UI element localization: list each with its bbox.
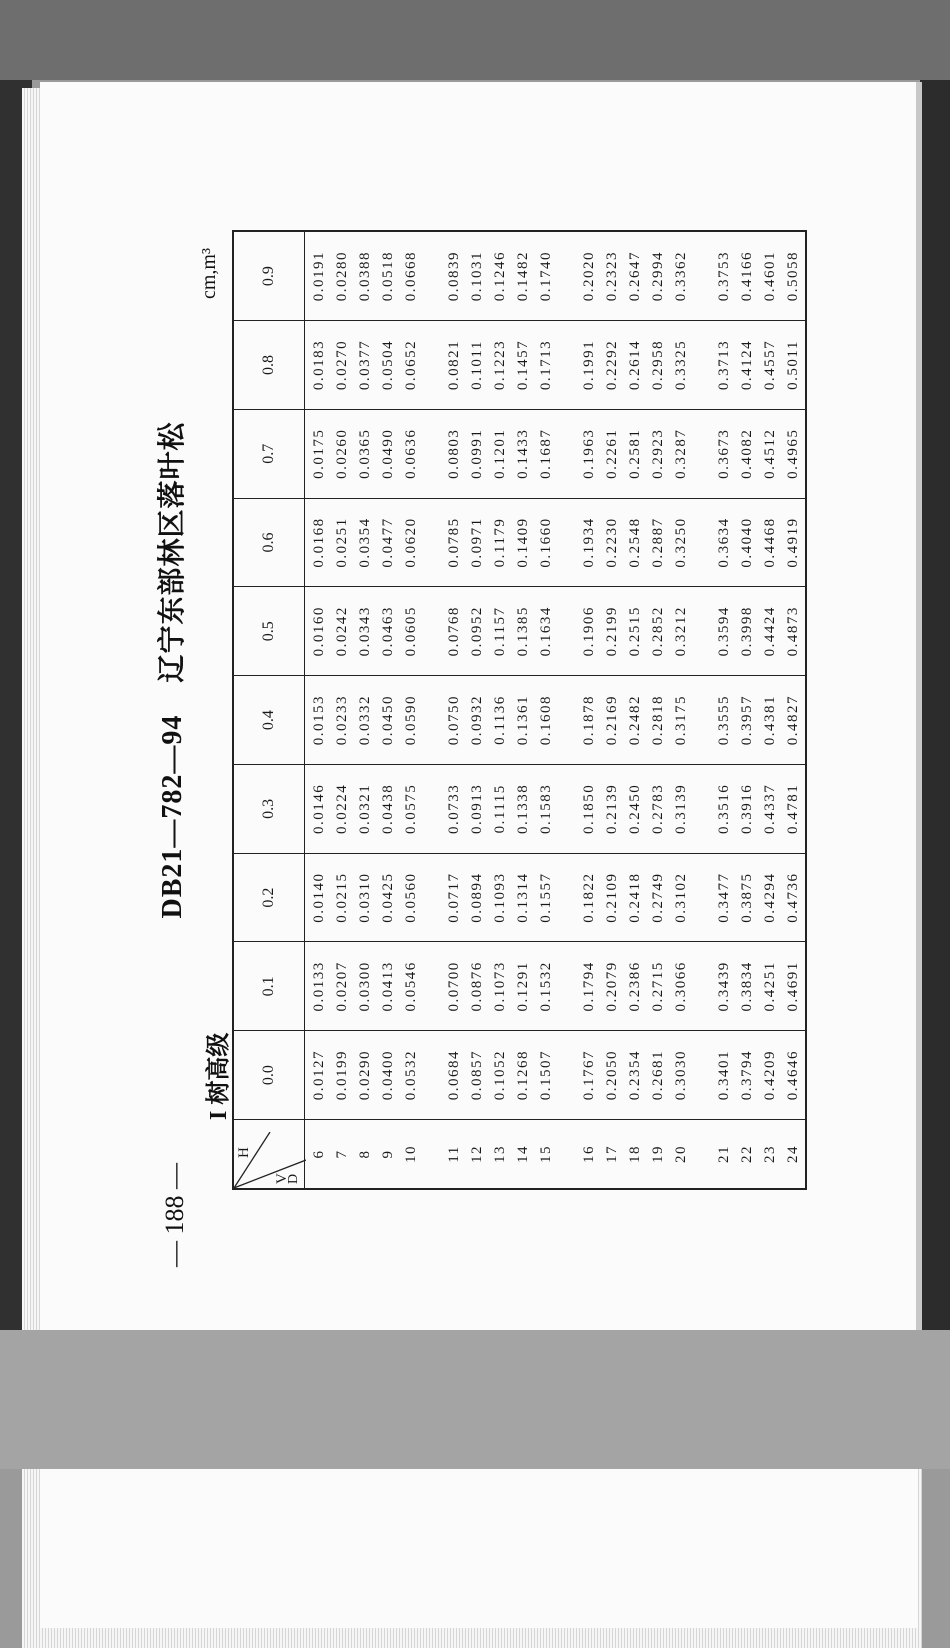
column-header: 0.2 <box>233 853 305 942</box>
diameter-label: 9 <box>380 1149 396 1159</box>
volume-value: 0.0575 <box>403 783 419 834</box>
volume-value: 0.3212 <box>673 606 689 657</box>
group-gap <box>693 416 713 492</box>
diameter-label: 23 <box>762 1145 778 1163</box>
volume-value: 0.3713 <box>716 339 732 391</box>
volume-value: 0.0168 <box>311 517 327 568</box>
volume-value: 0.0377 <box>357 339 373 391</box>
group-gap <box>693 505 713 581</box>
volume-value: 0.2199 <box>604 606 620 657</box>
value-column <box>305 676 807 765</box>
group-gap <box>423 505 443 581</box>
volume-value: 0.2418 <box>627 872 643 923</box>
volume-value: 0.1223 <box>492 339 508 391</box>
diameter-label: 24 <box>785 1145 801 1163</box>
volume-value: 0.1291 <box>515 961 531 1012</box>
volume-value: 0.3175 <box>673 694 689 746</box>
group-gap <box>423 860 443 936</box>
diagonal-line-1 <box>234 1132 270 1188</box>
volume-value: 0.0620 <box>403 517 419 568</box>
volume-value: 0.0636 <box>403 428 419 479</box>
title-text: 辽宁东部林区落叶松 <box>157 421 188 683</box>
volume-value: 0.3066 <box>673 961 689 1012</box>
value-column <box>305 853 807 942</box>
volume-value: 0.0146 <box>311 783 327 834</box>
group-gap <box>558 1126 578 1182</box>
volume-value: 0.1532 <box>538 961 554 1012</box>
volume-value: 0.1934 <box>581 517 597 568</box>
group-gap <box>558 327 578 403</box>
column-header: 0.3 <box>233 764 305 853</box>
volume-value: 0.2230 <box>604 517 620 568</box>
volume-value: 0.4209 <box>762 1050 778 1101</box>
volume-value: 0.1433 <box>515 428 531 479</box>
volume-value: 0.1115 <box>492 784 508 834</box>
column-header: 0.4 <box>233 676 305 765</box>
volume-value: 0.4512 <box>762 428 778 479</box>
volume-value: 0.2958 <box>650 339 666 391</box>
corner-label-h: H <box>236 1147 252 1158</box>
volume-value: 0.2548 <box>627 517 643 568</box>
column-header: 0.5 <box>233 587 305 676</box>
volume-value: 0.3834 <box>739 961 755 1012</box>
corner-label-d: D <box>286 1173 301 1184</box>
volume-value: 0.0321 <box>357 783 373 834</box>
volume-value: 0.1201 <box>492 428 508 479</box>
volume-value: 0.2749 <box>650 872 666 923</box>
volume-value: 0.0183 <box>311 339 327 391</box>
volume-value: 0.1660 <box>538 517 554 568</box>
volume-value: 0.0160 <box>311 606 327 657</box>
volume-value: 0.0821 <box>446 339 462 391</box>
volume-value: 0.0684 <box>446 1050 462 1101</box>
group-gap <box>693 1037 713 1113</box>
volume-value: 0.0668 <box>403 250 419 302</box>
volume-value: 0.1583 <box>538 783 554 834</box>
volume-value: 0.0652 <box>403 339 419 391</box>
value-column <box>305 764 807 853</box>
volume-value: 0.0463 <box>380 606 396 657</box>
volume-value: 0.3957 <box>739 694 755 746</box>
volume-value: 0.0343 <box>357 606 373 657</box>
group-gap <box>693 327 713 403</box>
volume-value: 0.1385 <box>515 606 531 657</box>
volume-value: 0.1361 <box>515 694 531 746</box>
group-gap <box>423 1126 443 1182</box>
volume-value: 0.4424 <box>762 606 778 657</box>
diameter-label: 15 <box>538 1145 554 1163</box>
volume-value: 0.2323 <box>604 250 620 302</box>
volume-value: 0.1052 <box>492 1050 508 1101</box>
group-gap <box>423 238 443 314</box>
volume-value: 0.1314 <box>515 872 531 923</box>
page-title <box>150 320 190 1020</box>
group-gap <box>558 593 578 669</box>
volume-value: 0.2020 <box>581 250 597 302</box>
scanner-background <box>0 0 950 80</box>
volume-value: 0.0605 <box>403 606 419 657</box>
volume-value: 0.3753 <box>716 250 732 302</box>
volume-value: 0.4294 <box>762 872 778 923</box>
volume-value: 0.0700 <box>446 961 462 1012</box>
volume-value: 0.0233 <box>334 694 350 746</box>
volume-value: 0.2050 <box>604 1050 620 1101</box>
volume-value: 0.0518 <box>380 250 396 302</box>
volume-value: 0.4601 <box>762 250 778 302</box>
volume-value: 0.0140 <box>311 872 327 923</box>
table-subtitle: I 树高级 <box>206 1032 232 1120</box>
volume-value: 0.0504 <box>380 339 396 391</box>
volume-value: 0.1268 <box>515 1050 531 1101</box>
volume-value: 0.0199 <box>334 1050 350 1101</box>
volume-value: 0.2994 <box>650 250 666 302</box>
volume-value: 0.3362 <box>673 250 689 302</box>
volume-value: 0.0354 <box>357 517 373 568</box>
value-column <box>305 409 807 498</box>
volume-value: 0.4381 <box>762 694 778 746</box>
volume-value: 0.4166 <box>739 250 755 302</box>
volume-value: 0.2818 <box>650 694 666 746</box>
group-gap <box>693 682 713 758</box>
group-gap <box>558 948 578 1024</box>
scanner-background-bottom <box>0 1330 950 1469</box>
diameter-label: 19 <box>650 1145 666 1163</box>
volume-value: 0.1878 <box>581 694 597 746</box>
volume-value: 0.0242 <box>334 606 350 657</box>
volume-value: 0.1093 <box>492 872 508 923</box>
volume-value: 0.0310 <box>357 872 373 923</box>
volume-value: 0.0450 <box>380 694 396 746</box>
value-column <box>305 231 807 321</box>
diameter-label: 20 <box>673 1145 689 1163</box>
volume-value: 0.0785 <box>446 517 462 568</box>
table-corner-cell <box>233 1120 305 1190</box>
volume-value: 0.0438 <box>380 783 396 834</box>
group-gap <box>558 416 578 492</box>
column-header: 0.8 <box>233 321 305 410</box>
volume-value: 0.0477 <box>380 517 396 568</box>
volume-value: 0.0717 <box>446 872 462 923</box>
volume-value: 0.3673 <box>716 428 732 479</box>
value-column <box>305 498 807 587</box>
value-column <box>305 321 807 410</box>
volume-value: 0.3477 <box>716 872 732 923</box>
group-gap <box>693 948 713 1024</box>
corner-label-v: V <box>274 1173 290 1184</box>
volume-value: 0.3139 <box>673 783 689 834</box>
volume-value: 0.0971 <box>469 517 485 568</box>
volume-value: 0.1179 <box>492 517 508 568</box>
group-gap <box>693 1126 713 1182</box>
page-shadow <box>916 82 922 1332</box>
volume-value: 0.3030 <box>673 1050 689 1101</box>
volume-value: 0.1906 <box>581 606 597 657</box>
volume-value: 0.1031 <box>469 250 485 302</box>
volume-value: 0.1794 <box>581 961 597 1012</box>
diameter-label: 6 <box>311 1149 327 1159</box>
diameter-label: 21 <box>716 1145 732 1163</box>
standard-code: DB21—782—94 <box>157 714 188 919</box>
volume-value: 0.5058 <box>785 250 801 302</box>
volume-value: 0.2783 <box>650 783 666 834</box>
value-column <box>305 942 807 1031</box>
volume-value: 0.1740 <box>538 250 554 302</box>
volume-value: 0.1963 <box>581 428 597 479</box>
volume-value: 0.1409 <box>515 517 531 568</box>
volume-value: 0.4691 <box>785 961 801 1012</box>
volume-value: 0.4082 <box>739 428 755 479</box>
volume-value: 0.0733 <box>446 783 462 834</box>
group-gap <box>693 238 713 314</box>
volume-value: 0.3102 <box>673 872 689 923</box>
volume-value: 0.0857 <box>469 1050 485 1101</box>
column-header: 0.7 <box>233 409 305 498</box>
volume-value: 0.4040 <box>739 517 755 568</box>
table-body-row <box>305 231 807 1189</box>
diameter-label: 12 <box>469 1145 485 1163</box>
group-gap <box>558 238 578 314</box>
volume-value: 0.3634 <box>716 517 732 568</box>
diameter-column <box>305 1120 807 1190</box>
volume-value: 0.2354 <box>627 1050 643 1101</box>
volume-value: 0.0768 <box>446 606 462 657</box>
volume-value: 0.4124 <box>739 339 755 391</box>
volume-value: 0.1136 <box>492 695 508 745</box>
volume-value: 0.0251 <box>334 517 350 568</box>
volume-value: 0.1507 <box>538 1050 554 1101</box>
diameter-label: 17 <box>604 1145 620 1163</box>
volume-value: 0.0425 <box>380 872 396 923</box>
volume-table <box>232 230 807 1190</box>
volume-value: 0.0560 <box>403 872 419 923</box>
volume-value: 0.0590 <box>403 694 419 746</box>
volume-value: 0.2139 <box>604 783 620 834</box>
volume-value: 0.4646 <box>785 1050 801 1101</box>
volume-value: 0.1634 <box>538 606 554 657</box>
volume-value: 0.0932 <box>469 694 485 746</box>
group-gap <box>423 327 443 403</box>
volume-value: 0.2515 <box>627 606 643 657</box>
volume-value: 0.4827 <box>785 694 801 746</box>
volume-value: 0.1246 <box>492 250 508 302</box>
volume-value: 0.0270 <box>334 339 350 391</box>
value-column <box>305 1031 807 1120</box>
volume-value: 0.0546 <box>403 961 419 1012</box>
volume-value: 0.0280 <box>334 250 350 302</box>
volume-value: 0.3555 <box>716 694 732 746</box>
volume-value: 0.3794 <box>739 1050 755 1101</box>
group-gap <box>558 682 578 758</box>
volume-value: 0.0153 <box>311 694 327 746</box>
volume-value: 0.0191 <box>311 250 327 302</box>
volume-value: 0.2079 <box>604 961 620 1012</box>
volume-value: 0.1482 <box>515 250 531 302</box>
volume-value: 0.3594 <box>716 606 732 657</box>
volume-value: 0.3325 <box>673 339 689 391</box>
volume-value: 0.1338 <box>515 783 531 834</box>
unit-label: cm,m³ <box>198 248 220 299</box>
volume-value: 0.3516 <box>716 783 732 834</box>
diameter-label: 13 <box>492 1145 508 1163</box>
group-gap <box>558 860 578 936</box>
volume-value: 0.0913 <box>469 783 485 834</box>
group-gap <box>423 682 443 758</box>
volume-value: 0.0365 <box>357 428 373 479</box>
volume-value: 0.0300 <box>357 961 373 1012</box>
volume-value: 0.2852 <box>650 606 666 657</box>
rotated-page-content <box>150 200 850 1267</box>
volume-value: 0.4736 <box>785 872 801 923</box>
volume-value: 0.2647 <box>627 250 643 302</box>
volume-value: 0.4251 <box>762 961 778 1012</box>
volume-value: 0.4337 <box>762 783 778 834</box>
volume-value: 0.3250 <box>673 517 689 568</box>
volume-value: 0.0803 <box>446 428 462 479</box>
volume-value: 0.2581 <box>627 428 643 479</box>
volume-value: 0.1608 <box>538 694 554 746</box>
volume-value: 0.0388 <box>357 250 373 302</box>
volume-value: 0.3401 <box>716 1050 732 1101</box>
volume-value: 0.0224 <box>334 783 350 834</box>
volume-value: 0.2681 <box>650 1050 666 1101</box>
volume-value: 0.2292 <box>604 339 620 391</box>
group-gap <box>558 771 578 847</box>
volume-value: 0.4557 <box>762 339 778 391</box>
volume-value: 0.1822 <box>581 872 597 923</box>
volume-value: 0.2614 <box>627 339 643 391</box>
volume-value: 0.4781 <box>785 783 801 834</box>
group-gap <box>423 771 443 847</box>
group-gap <box>423 593 443 669</box>
volume-value: 0.0127 <box>311 1050 327 1101</box>
volume-value: 0.1687 <box>538 428 554 479</box>
volume-value: 0.0413 <box>380 961 396 1012</box>
volume-value: 0.2169 <box>604 694 620 746</box>
group-gap <box>423 948 443 1024</box>
volume-value: 0.3875 <box>739 872 755 923</box>
volume-value: 0.4873 <box>785 606 801 657</box>
volume-value: 0.2482 <box>627 694 643 746</box>
column-header: 0.1 <box>233 942 305 1031</box>
volume-value: 0.1713 <box>538 339 554 391</box>
diameter-label: 16 <box>581 1145 597 1163</box>
group-gap <box>693 593 713 669</box>
volume-value: 0.0532 <box>403 1050 419 1101</box>
column-header: 0.9 <box>233 231 305 321</box>
volume-value: 0.0332 <box>357 694 373 746</box>
volume-value: 0.2386 <box>627 961 643 1012</box>
volume-value: 0.0133 <box>311 961 327 1012</box>
group-gap <box>558 505 578 581</box>
volume-value: 0.3287 <box>673 428 689 479</box>
value-column <box>305 587 807 676</box>
volume-value: 0.1457 <box>515 339 531 391</box>
volume-value: 0.0260 <box>334 428 350 479</box>
volume-value: 0.1850 <box>581 783 597 834</box>
volume-value: 0.3439 <box>716 961 732 1012</box>
volume-value: 0.2715 <box>650 961 666 1012</box>
volume-value: 0.1011 <box>469 340 485 390</box>
volume-value: 0.0750 <box>446 694 462 746</box>
volume-value: 0.0175 <box>311 428 327 479</box>
diameter-label: 14 <box>515 1145 531 1163</box>
volume-value: 0.3998 <box>739 606 755 657</box>
volume-value: 0.0839 <box>446 250 462 302</box>
volume-value: 0.0876 <box>469 961 485 1012</box>
volume-value: 0.0290 <box>357 1050 373 1101</box>
volume-value: 0.4468 <box>762 517 778 568</box>
volume-value: 0.0490 <box>380 428 396 479</box>
group-gap <box>693 860 713 936</box>
volume-value: 0.0894 <box>469 872 485 923</box>
volume-value: 0.5011 <box>785 340 801 390</box>
diameter-label: 7 <box>334 1149 350 1159</box>
diameter-label: 8 <box>357 1149 373 1159</box>
group-gap <box>423 1037 443 1113</box>
page-number: — 188 — <box>160 1163 189 1267</box>
volume-value: 0.4965 <box>785 428 801 479</box>
diameter-label: 11 <box>446 1145 462 1163</box>
column-header: 0.6 <box>233 498 305 587</box>
volume-value: 0.0207 <box>334 961 350 1012</box>
diameter-label: 10 <box>403 1145 419 1163</box>
volume-value: 0.2923 <box>650 428 666 479</box>
volume-value: 0.0215 <box>334 872 350 923</box>
volume-value: 0.1557 <box>538 872 554 923</box>
book-cover-right-edge <box>920 80 950 1469</box>
volume-value: 0.0991 <box>469 428 485 479</box>
group-gap <box>558 1037 578 1113</box>
volume-value: 0.0952 <box>469 606 485 657</box>
diameter-label: 22 <box>739 1145 755 1163</box>
group-gap <box>423 416 443 492</box>
volume-value: 0.0400 <box>380 1050 396 1101</box>
volume-value: 0.2109 <box>604 872 620 923</box>
group-gap <box>693 771 713 847</box>
column-header: 0.0 <box>233 1031 305 1120</box>
volume-value: 0.2261 <box>604 428 620 479</box>
table-header-row <box>233 231 305 1189</box>
diameter-label: 18 <box>627 1145 643 1163</box>
volume-value: 0.2450 <box>627 783 643 834</box>
volume-value: 0.1991 <box>581 339 597 391</box>
volume-value: 0.3916 <box>739 783 755 834</box>
volume-value: 0.4919 <box>785 517 801 568</box>
volume-value: 0.1157 <box>492 606 508 657</box>
volume-value: 0.1767 <box>581 1050 597 1101</box>
volume-value: 0.2887 <box>650 517 666 568</box>
volume-value: 0.1073 <box>492 961 508 1012</box>
